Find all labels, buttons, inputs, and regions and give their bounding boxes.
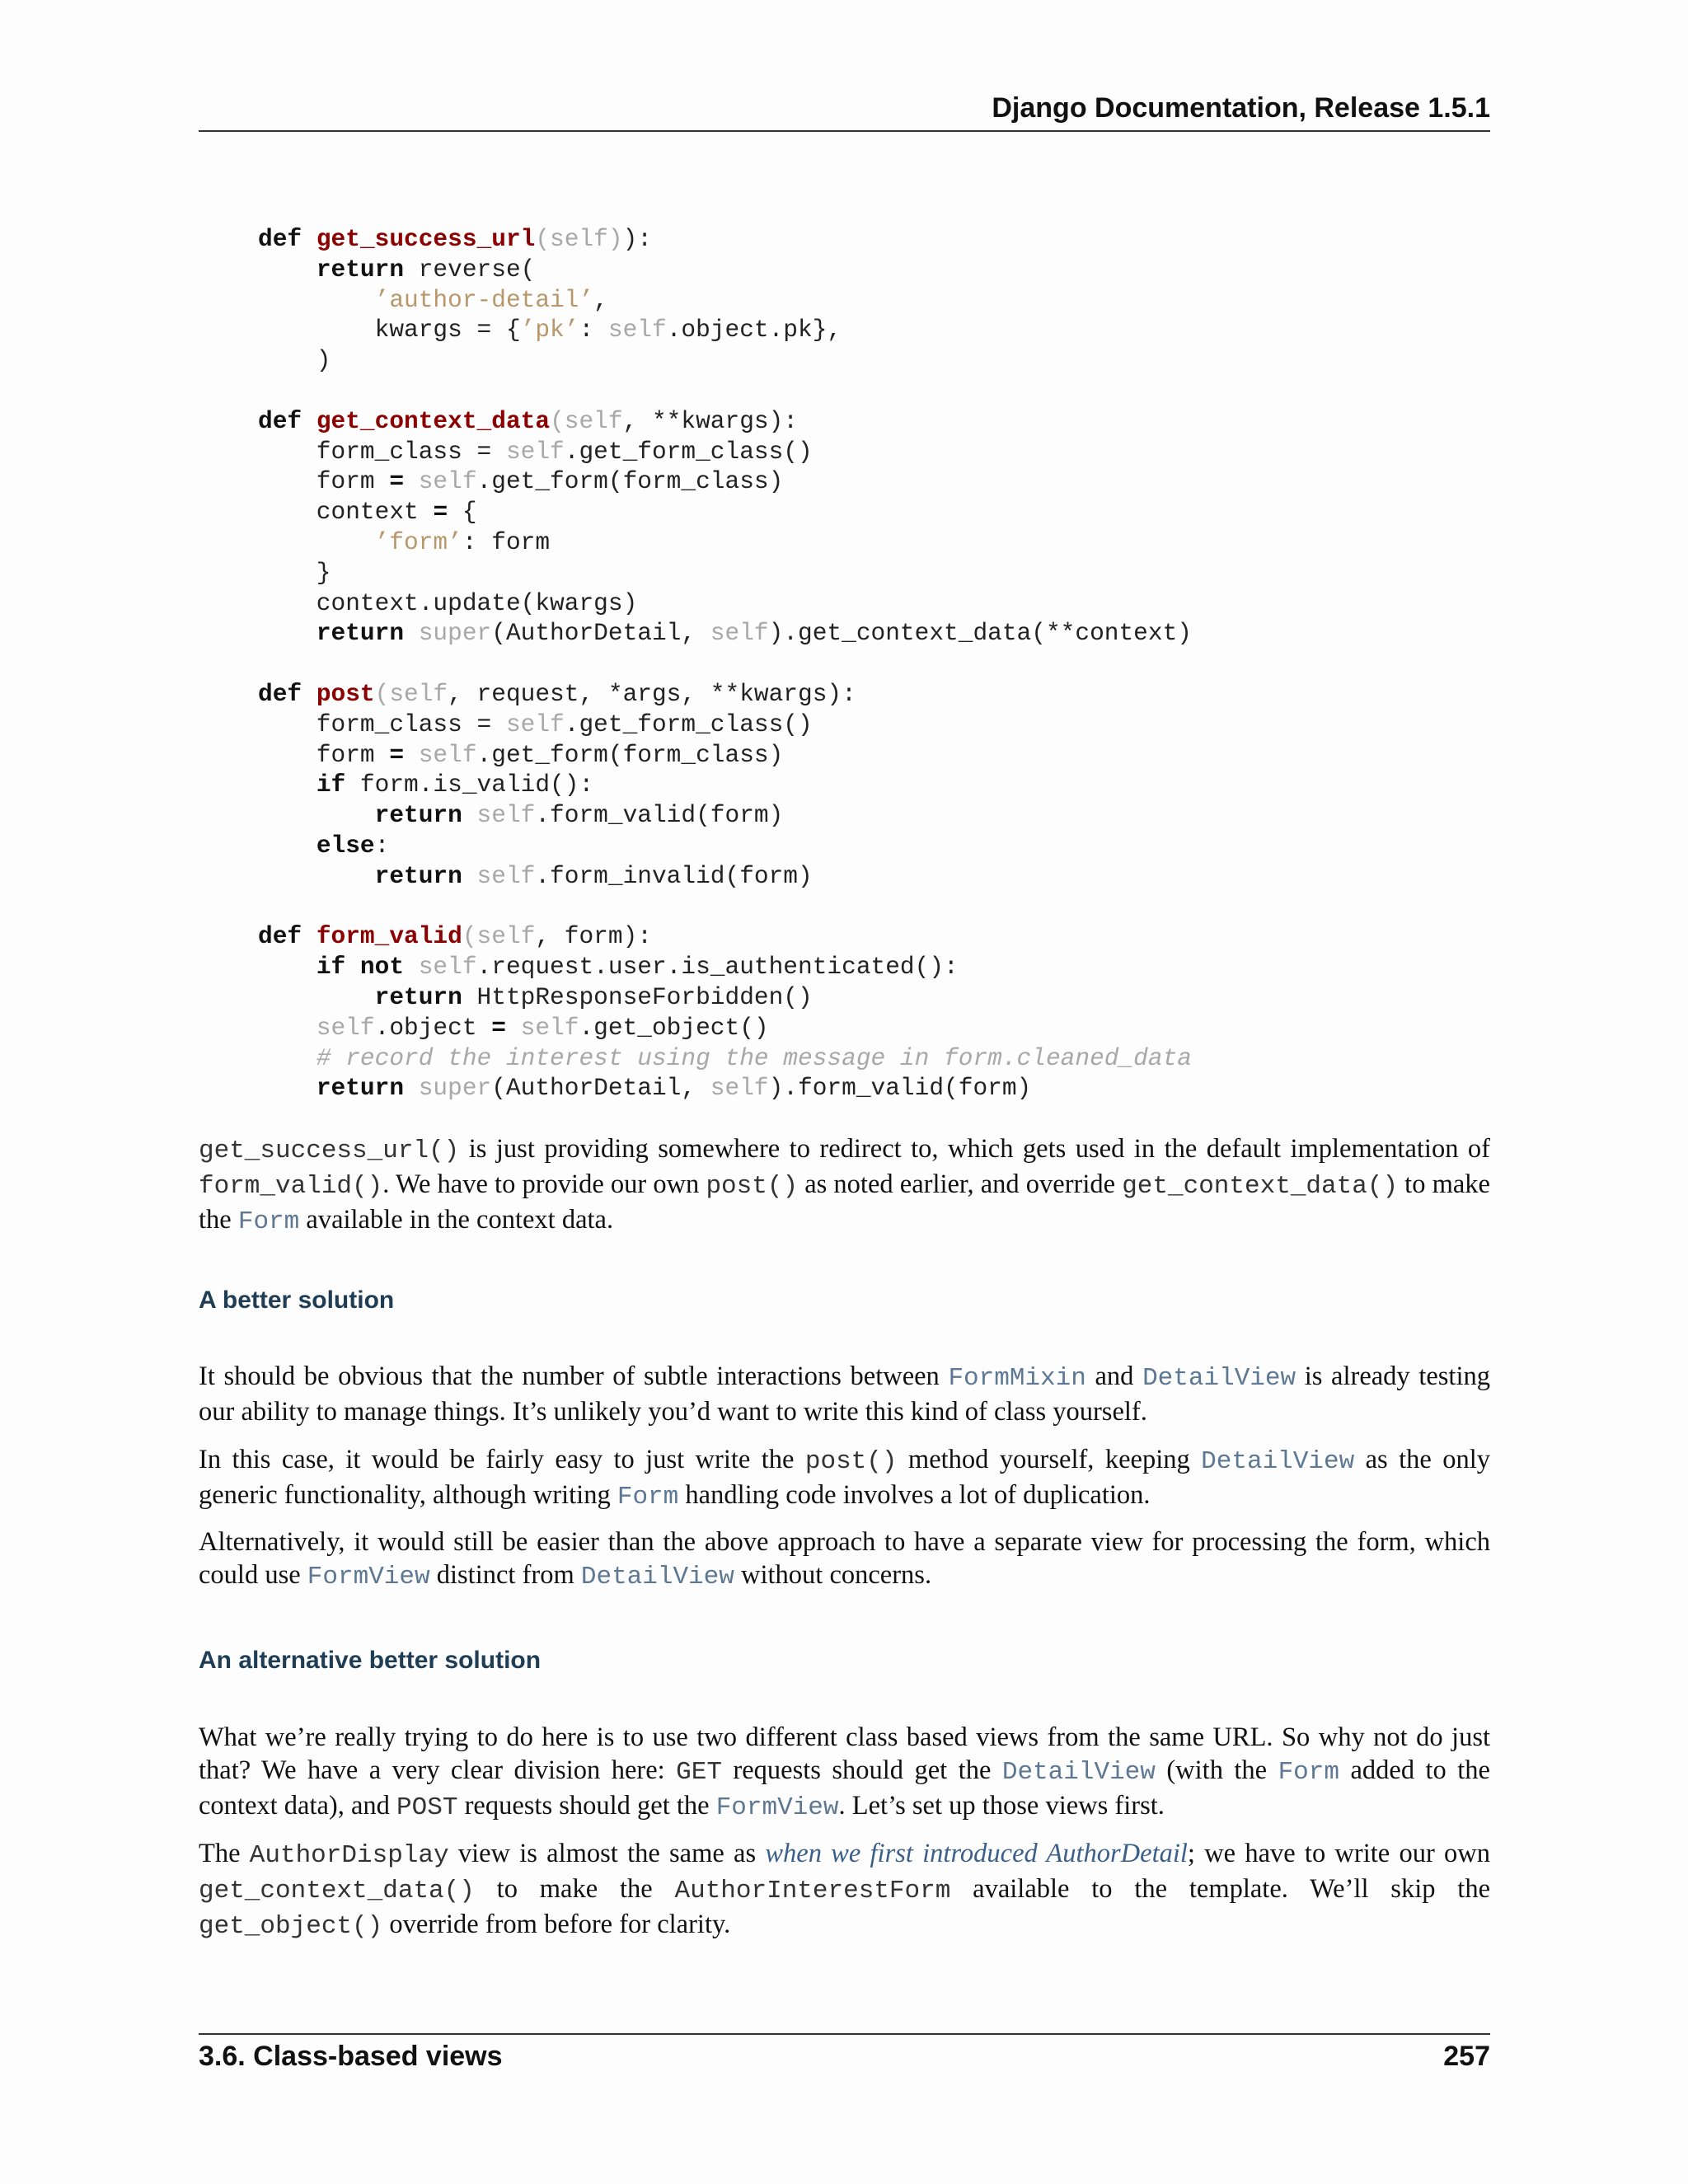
text: ; we have to write our own (1187, 1839, 1490, 1868)
code-token: , **kwargs): (622, 406, 799, 435)
text: as the only generic functionality, although writing (199, 1445, 1490, 1510)
header-rule (199, 130, 1490, 132)
footer-page-number: 257 (1443, 2041, 1490, 2072)
code-line (258, 1013, 1192, 1043)
code-token: HttpResponseForbidden() (462, 982, 813, 1011)
code-token: ) (258, 346, 331, 375)
text: is already testing our ability to manage things. It’s unlikely you’d want to write this kind of class yourself. (199, 1361, 1490, 1427)
code-block (258, 224, 1192, 1104)
text: to make the (199, 1169, 1490, 1235)
code-token: form_class = (258, 710, 506, 738)
code-token: return (374, 982, 462, 1011)
code-token: .object (374, 1013, 492, 1042)
code-token: form (258, 467, 390, 496)
code-line (258, 740, 1192, 771)
text: to make the (474, 1874, 675, 1904)
code-line (258, 285, 1192, 316)
code-token: kwargs = { (258, 316, 521, 344)
class-reference-link[interactable]: FormView (307, 1563, 430, 1591)
code-inline: get_context_data() (1122, 1172, 1399, 1201)
code-token: self (404, 467, 477, 496)
code-line (258, 770, 1192, 800)
code-token: def (258, 679, 316, 708)
code-line (258, 406, 1192, 437)
code-token: .form_valid(form) (535, 801, 784, 830)
class-reference-link[interactable]: DetailView (580, 1563, 734, 1591)
code-token (258, 255, 316, 284)
code-token: form_valid (316, 922, 462, 951)
code-token: self (505, 710, 565, 738)
code-inline: AuthorDisplay (249, 1841, 449, 1870)
footer-rule (199, 2033, 1490, 2035)
code-line (258, 255, 1192, 285)
text: The (199, 1839, 250, 1868)
text: added to the context data), and (199, 1755, 1490, 1821)
code-line (258, 892, 1192, 922)
text: What we’re really trying to do here is to use two different class based views from the same URL. So why not do just that? We have a very clear division here: (199, 1722, 1490, 1785)
code-token: form (258, 740, 390, 769)
code-line (258, 437, 1192, 467)
code-token: } (258, 558, 331, 587)
code-token: = (491, 1013, 506, 1042)
paragraph-better-solution-3 (199, 1526, 1490, 1594)
code-token: reverse( (404, 255, 536, 284)
code-line (258, 861, 1192, 892)
code-token: = (433, 498, 448, 527)
text: available to the template. We’ll skip the (950, 1874, 1490, 1904)
text: view is almost the same as (448, 1839, 766, 1868)
section-heading-alternative-solution: An alternative better solution (199, 1647, 542, 1674)
code-token (258, 953, 316, 981)
code-token: self (505, 437, 565, 466)
code-inline: post() (804, 1447, 898, 1476)
code-token: self (404, 953, 477, 982)
code-token: post (316, 679, 375, 708)
code-token: (AuthorDetail, (491, 619, 710, 648)
class-reference-link[interactable]: DetailView (1201, 1447, 1355, 1476)
code-inline: get_success_url() (199, 1137, 460, 1165)
paragraph-alternative-1 (199, 1721, 1490, 1825)
code-inline: POST (396, 1793, 458, 1822)
code-token: if (316, 771, 346, 799)
code-token: get_success_url (316, 225, 536, 253)
code-token: self (505, 1013, 579, 1042)
text: method yourself, keeping (897, 1445, 1202, 1474)
code-token: ’form’ (374, 527, 462, 556)
code-token: context (258, 498, 434, 527)
code-token: context.update(kwargs) (258, 588, 638, 617)
code-token (258, 619, 316, 647)
code-token (258, 832, 316, 860)
footer-section-title: 3.6. Class-based views (199, 2041, 503, 2072)
text: . We have to provide our own (382, 1169, 706, 1199)
code-token: ).get_context_data(**context) (768, 619, 1192, 648)
code-line (258, 1073, 1192, 1104)
code-token: (self (550, 406, 623, 435)
code-token (258, 286, 375, 314)
class-reference-link[interactable]: FormMixin (948, 1364, 1086, 1393)
code-token: .get_form_class() (564, 710, 813, 738)
class-reference-link[interactable]: DetailView (1142, 1364, 1296, 1393)
section-heading-better-solution: A better solution (199, 1286, 395, 1314)
code-line (258, 466, 1192, 497)
text: . Let’s set up those views first. (838, 1791, 1165, 1821)
code-token: form.is_valid(): (345, 771, 594, 799)
code-token: super (404, 1074, 492, 1103)
code-token: ’pk’ (520, 316, 579, 344)
class-reference-link[interactable]: DetailView (1001, 1758, 1156, 1787)
code-line (258, 649, 1192, 679)
code-line (258, 224, 1192, 255)
code-token: self (404, 740, 477, 769)
code-inline: get_context_data() (199, 1877, 475, 1905)
code-token: self (710, 1074, 769, 1103)
code-token: = (389, 467, 405, 496)
code-token: else (316, 831, 375, 860)
code-token: return (316, 255, 405, 284)
code-token: .request.user.is_authenticated(): (476, 953, 959, 982)
code-token: ’author-detail’ (374, 285, 594, 314)
text: requests should get the (457, 1791, 716, 1821)
text: Alternatively, it would still be easier than the above approach to have a separate view for processing the form, which could use (199, 1527, 1490, 1590)
code-token: .get_form(form_class) (476, 467, 784, 496)
code-line (258, 710, 1192, 740)
code-token (258, 862, 375, 890)
cross-reference-link[interactable]: when we first introduced AuthorDetail (765, 1839, 1188, 1868)
code-line (258, 497, 1192, 527)
code-inline: form_valid() (199, 1172, 383, 1201)
text: override from before for clarity. (382, 1910, 731, 1939)
code-line (258, 588, 1192, 619)
code-token: = (389, 740, 405, 769)
code-token: .get_object() (579, 1013, 769, 1042)
code-token: , form): (535, 922, 652, 951)
code-token: (AuthorDetail, (491, 1074, 710, 1103)
code-token: : (579, 316, 608, 344)
code-inline: GET (676, 1758, 722, 1787)
code-token: , (593, 285, 608, 314)
paragraph-success-url (199, 1132, 1490, 1239)
code-token (258, 528, 375, 556)
code-inline: post() (706, 1172, 799, 1201)
code-line (258, 527, 1192, 558)
code-token: ).form_valid(form) (768, 1074, 1032, 1103)
code-token: super (404, 619, 492, 648)
code-token: self (462, 861, 536, 890)
code-token: return (316, 1074, 405, 1103)
code-token (258, 983, 375, 1011)
code-token: return (374, 861, 462, 890)
code-token: : form (462, 527, 551, 556)
paragraph-better-solution-2 (199, 1443, 1490, 1514)
code-token: form_class = (258, 437, 506, 466)
code-token: if not (316, 953, 405, 982)
code-token: { (448, 498, 477, 527)
code-token: , request, *args, **kwargs): (448, 679, 856, 708)
text: distinct from (429, 1560, 581, 1590)
text: (with the (1155, 1755, 1278, 1785)
class-reference-link[interactable]: Form (617, 1483, 679, 1511)
code-line (258, 376, 1192, 406)
code-line (258, 558, 1192, 588)
code-line (258, 952, 1192, 982)
code-token: .form_invalid(form) (535, 861, 813, 890)
class-reference-link[interactable]: FormView (715, 1793, 839, 1822)
class-reference-link[interactable]: Form (237, 1207, 300, 1236)
code-line (258, 315, 1192, 345)
code-line (258, 345, 1192, 376)
code-token (258, 1014, 316, 1042)
text: without concerns. (734, 1560, 932, 1590)
code-token: self (607, 316, 667, 344)
code-token: ): (622, 225, 652, 253)
code-token: .get_form(form_class) (476, 740, 784, 769)
text: requests should get the (721, 1755, 1002, 1785)
code-line (258, 982, 1192, 1013)
code-line (258, 800, 1192, 831)
text: handling code involves a lot of duplication. (678, 1480, 1151, 1510)
code-token (258, 1074, 316, 1102)
code-token: self (316, 1013, 375, 1042)
code-token: .object.pk}, (666, 316, 842, 344)
code-token: get_context_data (316, 406, 551, 435)
text: and (1085, 1361, 1143, 1391)
text: is just providing somewhere to redirect to, which gets used in the default implementation of (459, 1134, 1490, 1164)
text: available in the context data. (299, 1205, 614, 1235)
code-token: def (258, 406, 316, 435)
code-line (258, 1043, 1192, 1074)
code-token: (self) (535, 225, 623, 253)
code-line (258, 831, 1192, 861)
running-header-title: Django Documentation, Release 1.5.1 (992, 92, 1490, 124)
code-token: (self (462, 922, 536, 951)
code-token: def (258, 922, 316, 951)
text: It should be obvious that the number of subtle interactions between (199, 1361, 949, 1391)
paragraph-alternative-2 (199, 1837, 1490, 1943)
code-inline: get_object() (199, 1912, 383, 1941)
code-token: (self (374, 679, 448, 708)
code-token: return (316, 619, 405, 648)
code-token (258, 1044, 316, 1072)
code-token: self (462, 801, 536, 830)
code-line (258, 921, 1192, 952)
code-token (258, 801, 375, 829)
code-line (258, 679, 1192, 710)
code-token: self (710, 619, 769, 648)
code-token: def (258, 225, 316, 253)
code-token: : (374, 831, 390, 860)
code-token: return (374, 801, 462, 830)
code-inline: AuthorInterestForm (674, 1877, 951, 1905)
class-reference-link[interactable]: Form (1278, 1758, 1339, 1787)
code-token (258, 771, 316, 799)
code-token: # record the interest using the message in form.cleaned_data (316, 1043, 1192, 1072)
text: In this case, it would be fairly easy to just write the (199, 1445, 805, 1474)
code-token: .get_form_class() (564, 437, 813, 466)
code-line (258, 618, 1192, 649)
paragraph-better-solution-1 (199, 1360, 1490, 1428)
text: as noted earlier, and override (798, 1169, 1123, 1199)
